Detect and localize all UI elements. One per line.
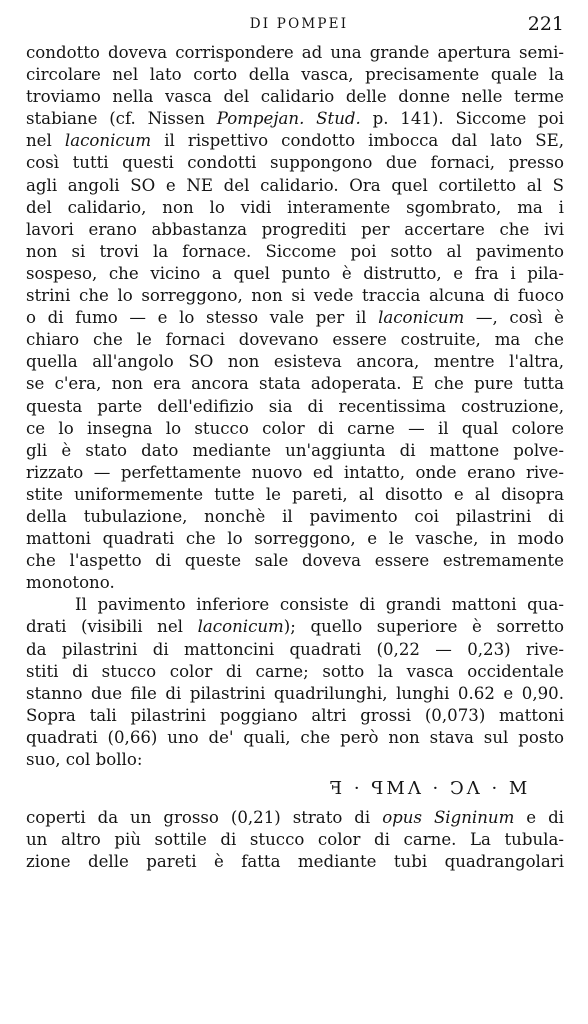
running-title: DI POMPEI [249,16,349,32]
text-line: gli è stato dato mediante un'aggiunta di mattone polve- [26,440,564,460]
text-line: così tutti questi condotti suppongono due fornaci, presso [26,153,564,173]
text-line: un altro più sottile di stucco color di carne. La tubula- [26,830,564,850]
text-line: quadrati (0,66) uno de' quali, che però non stava sul posto [26,727,564,747]
text-line: stiti di stucco color di carne; sotto la vasca occidentale [26,661,564,681]
text-line: non si trovi la fornace. Siccome poi sotto al pavimento [26,241,564,261]
text-line: strini che lo sorreggono, non si vede traccia alcuna di fuoco [26,286,564,306]
text-line: suo, col bollo: [26,750,143,769]
text-line: rizzato — perfettamente nuovo ed intatto, onde erano rive- [26,462,564,482]
text-line: lavori erano abbastanza progrediti per accertare che ivi [26,219,564,239]
text-line: monotono. [26,573,115,593]
text-line: nel laconicum il rispettivo condotto imbocca dal lato SE, [26,131,564,151]
text-line: quella all'angolo SO non esisteva ancora, mentre l'altra, [26,352,564,372]
text-line: sospeso, che vicino a quel punto è distrutto, e fra i pila- [26,263,564,283]
text-line: zione delle pareti è fatta mediante tubi quadrangolari [26,852,564,872]
text-line: o di fumo — e lo stesso vale per il laconicum —, così è [26,308,564,328]
text-line: mattoni quadrati che lo sorreggono, e le vasche, in modo [26,529,564,549]
text-line: della tubulazione, nonchè il pavimento coi pilastrini di [26,506,564,526]
text-line: Il pavimento inferiore consiste di grandi mattoni qua- [75,595,564,615]
text-line: chiaro che le fornaci dovevano essere costruite, ma che [26,330,564,350]
body-text [26,42,564,873]
text-line: che l'aspetto di queste sale doveva essere estremamente [26,551,564,571]
text-line: questa parte dell'edifizio sia di recentissima costruzione, [26,396,564,416]
text-line: condotto doveva corrispondere ad una grande apertura semi- [26,43,564,62]
text-line: stite uniformemente tutte le pareti, al disotto e al disopra [26,484,564,504]
inscription-stamp [26,771,564,807]
text-line: circolare nel lato corto della vasca, precisamente quale la [26,65,564,85]
text-line: Sopra tali pilastrini poggiano altri grossi (0,073) mattoni [26,705,564,725]
text-line: coperti da un grosso (0,21) strato di opus Signinum e di [26,808,564,828]
text-line: troviamo nella vasca del calidario delle donne nelle terme [26,87,564,107]
text-line: stanno due file di pilastrini quadrilunghi, lunghi 0.62 e 0,90. [26,683,564,703]
text-line: stabiane (cf. Nissen Pompejan. Stud. p. 141). Siccome poi [26,109,564,129]
text-line: da pilastrini di mattoncini quadrati (0,22 — 0,23) rive- [26,639,564,659]
page-number: 221 [527,13,564,35]
page-header [34,10,564,38]
text-line: drati (visibili nel laconicum); quello superiore è sorretto [26,617,564,637]
text-line: del calidario, non lo vidi interamente sgombrato, ma i [26,197,564,217]
inscription-text: ꟻ · ꟼMΛ · ϽΛ · M [329,778,531,800]
text-line: ce lo insegna lo stucco color di carne — il qual colore [26,418,564,438]
text-line: agli angoli SO e NE del calidario. Ora quel cortiletto al S [26,175,564,195]
text-line: se c'era, non era ancora stata adoperata. E che pure tutta [26,374,564,394]
